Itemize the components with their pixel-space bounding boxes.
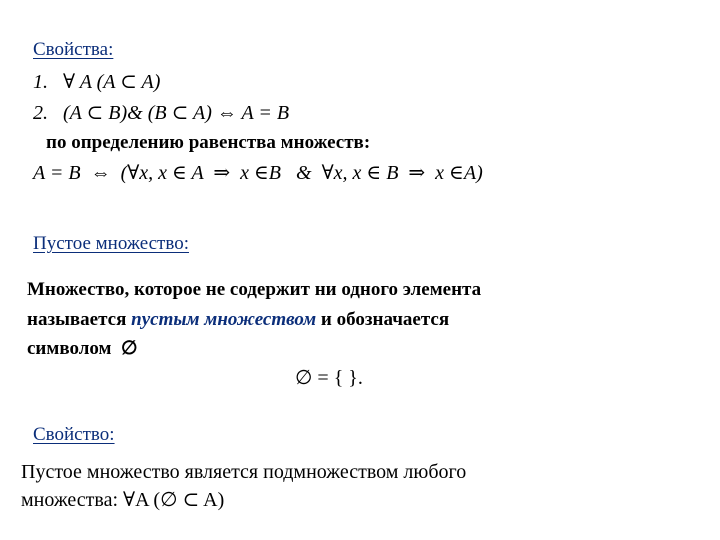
properties-heading: Свойства: — [33, 39, 114, 60]
definition-suffix: и обозначается — [316, 309, 450, 330]
empty-set-property-heading: Свойство: — [33, 424, 115, 445]
equality-definition-formula: A = B ⇔ (∀x, x ∈ A ⇒ x ∈B & ∀x, x ∈ B ⇒ x ∈A) — [33, 162, 483, 184]
definition-term: пустым множеством — [131, 309, 317, 330]
empty-set-property-line-1: Пустое множество является подмножеством любого — [21, 461, 467, 483]
empty-set-formula: ∅ = { }. — [295, 367, 363, 389]
empty-set-heading: Пустое множество: — [33, 233, 189, 254]
property-item-2: 2. (A ⊂ B)& (B ⊂ A) ⇔ A = B — [33, 102, 290, 124]
equality-definition-note: по определению равенства множеств: — [46, 132, 371, 153]
definition-prefix: называется — [27, 309, 132, 330]
empty-set-definition-line-2 — [27, 310, 449, 329]
empty-set-definition-line-1: Множество, которое не содержит ни одного элемента — [27, 279, 482, 300]
empty-set-definition-line-3: символом ∅ — [27, 338, 138, 359]
empty-set-property-line-2: множества: ∀A (∅ ⊂ A) — [21, 489, 225, 511]
property-item-1: 1. ∀ A (A ⊂ A) — [33, 71, 161, 93]
